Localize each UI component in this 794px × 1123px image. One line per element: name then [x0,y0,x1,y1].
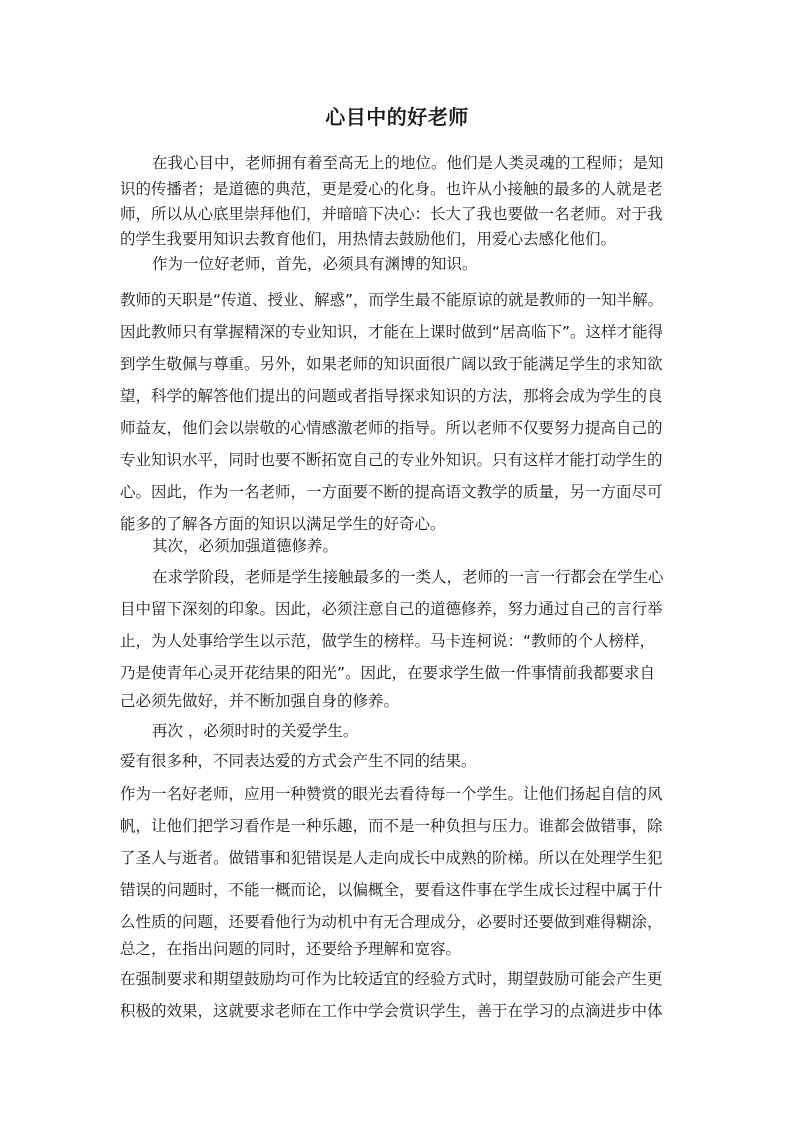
text-line: 能多的了解各方面的知识以满足学生的好奇心。 [120,515,446,533]
text-line: 在求学阶段，老师是学生接触最多的一类人，老师的一言一行都会在学生心 [152,568,664,586]
text-line: 师，所以从心底里崇拜他们，并暗暗下决心：长大了我也要做一名老师。对于我 [120,205,663,223]
text-line: 作为一名好老师，应用一种赞赏的眼光去看待每一个学生。让他们扬起自信的风 [120,785,663,803]
text-line: 爱有很多种，不同表达爱的方式会产生不同的结果。 [120,752,477,770]
text-line: 在强制要求和期望鼓励均可作为比较适宜的经验方式时，期望鼓励可能会产生更 [120,970,663,988]
text-line: 作为一位好老师，首先，必须具有渊博的知识。 [152,255,478,273]
text-line: 的学生我要用知识去教育他们，用热情去鼓励他们，用爱心去感化他们。 [120,230,617,248]
text-line: 识的传播者；是道德的典范，更是爱心的化身。也许从小接触的最多的人就是老 [120,180,663,198]
text-line: 在我心目中，老师拥有着至高无上的地位。他们是人类灵魂的工程师；是知 [152,154,664,172]
text-line: 教师的天职是“传道、授业、解惑”，而学生最不能原谅的就是教师的一知半解。 [120,291,664,309]
text-line: 帆，让他们把学习看作是一种乐趣，而不是一种负担与压力。谁都会做错事，除 [120,817,663,835]
text-line: 己必须先做好，并不断加强自身的修养。 [120,692,400,710]
text-line: 目中留下深刻的印象。因此，必须注意自己的道德修养，努力通过自己的言行举 [120,600,663,618]
text-line: 其次，必须加强道德修养。 [152,537,339,555]
text-line: 再次 ，必须时时的关爱学生。 [152,722,359,740]
text-line: 乃是使青年心灵开花结果的阳光”。因此，在要求学生做一件事情前我都要求自 [120,664,656,682]
text-line: 心。因此，作为一名老师，一方面要不断的提高语文教学的质量，另一方面尽可 [120,483,663,501]
text-line: 总之，在指出问题的同时，还要给予理解和宽容。 [120,940,462,958]
document-title: 心目中的好老师 [325,105,469,129]
text-line: 到学生敬佩与尊重。另外，如果老师的知识面很广阔以致于能满足学生的求知欲 [120,355,663,373]
text-line: 专业知识水平，同时也要不断拓宽自己的专业外知识。只有这样才能打动学生的 [120,451,663,469]
text-line: 积极的效果，这就要求老师在工作中学会赏识学生，善于在学习的点滴进步中体 [120,1002,663,1020]
text-line: 因此教师只有掌握精深的专业知识，才能在上课时做到“居高临下”。这样才能得 [120,323,664,341]
text-line: 错误的问题时，不能一概而论，以偏概全，要看这件事在学生成长过程中属于什 [120,881,663,899]
text-line: 了圣人与逝者。做错事和犯错误是人走向成长中成熟的阶梯。所以在处理学生犯 [120,849,663,867]
text-line: 止，为人处事给学生以示范，做学生的榜样。马卡连柯说：“教师的个人榜样， [120,632,656,650]
text-line: 望，科学的解答他们提出的问题或者指导探求知识的方法，那将会成为学生的良 [120,387,663,405]
text-line: 么性质的问题，还要看他行为动机中有无合理成分，必要时还要做到难得糊涂， [120,913,663,931]
text-line: 师益友，他们会以崇敬的心情感激老师的指导。所以老师不仅要努力提高自己的 [120,419,663,437]
